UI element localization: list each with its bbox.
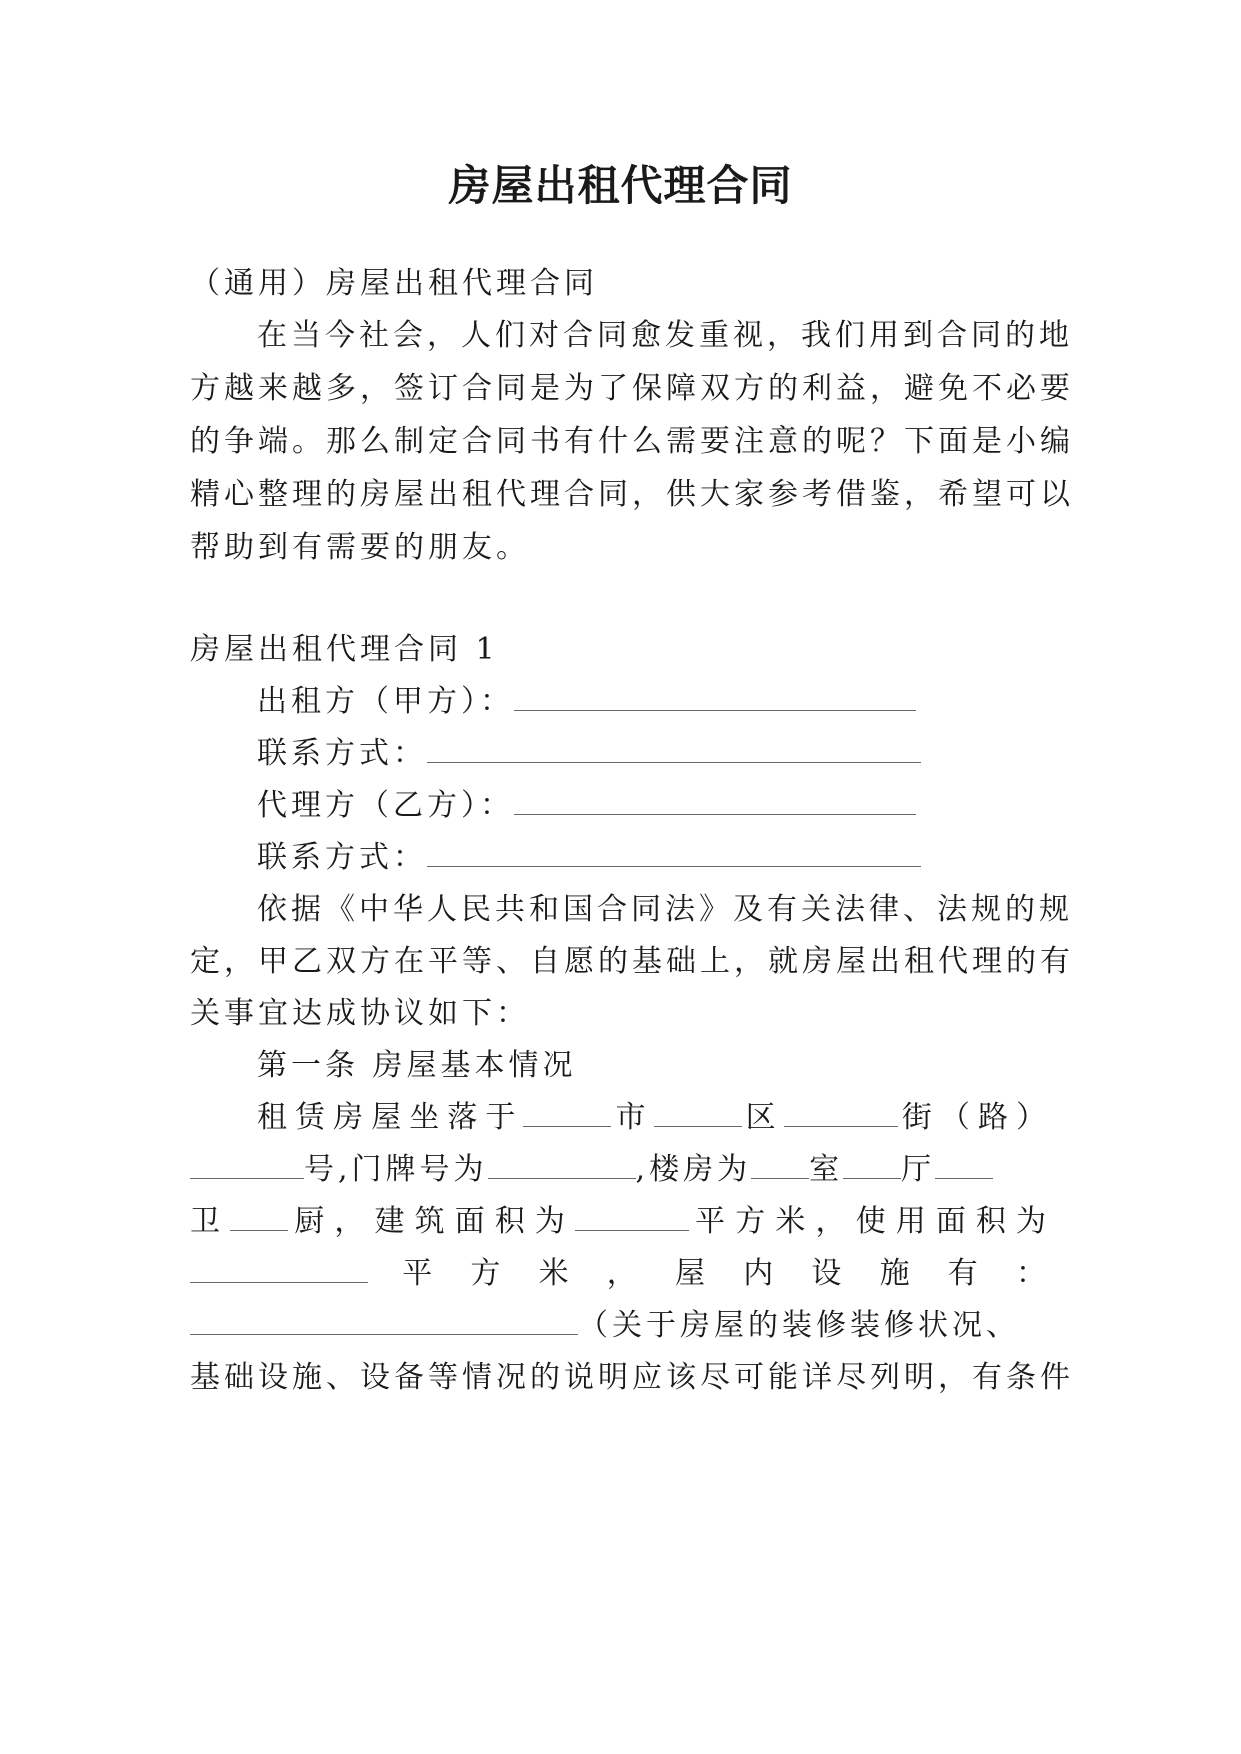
facilities-note-start: （关于房屋的装修装修状况、 bbox=[578, 1308, 1020, 1343]
section-heading: 房屋出租代理合同 1 bbox=[190, 632, 499, 667]
contact-b-blank[interactable] bbox=[427, 838, 921, 867]
facilities-label: 屋内设施有： bbox=[675, 1256, 1050, 1291]
intro-line: 的争端。那么制定合同书有什么需要注意的呢？下面是小编 bbox=[190, 424, 1074, 459]
hall-blank[interactable] bbox=[843, 1150, 901, 1179]
city-label: 市 bbox=[611, 1100, 654, 1135]
kitchen-label: 厨， bbox=[288, 1204, 375, 1239]
location-line-3 bbox=[190, 1202, 1050, 1242]
intro-line: 方越来越多，签订合同是为了保障双方的利益，避免不必要 bbox=[190, 371, 1074, 406]
location-line-4 bbox=[190, 1254, 1050, 1294]
city-blank[interactable] bbox=[523, 1098, 611, 1127]
location-line-1 bbox=[257, 1098, 1050, 1138]
number-blank[interactable] bbox=[190, 1150, 304, 1179]
kitchen-blank[interactable] bbox=[230, 1202, 288, 1231]
facilities-blank[interactable] bbox=[190, 1306, 578, 1335]
contact-a-label: 联系方式： bbox=[257, 736, 427, 771]
article-1-heading: 第一条 房屋基本情况 bbox=[257, 1048, 577, 1083]
intro-line: 精心整理的房屋出租代理合同，供大家参考借鉴，希望可以 bbox=[190, 477, 1074, 512]
door-number-blank[interactable] bbox=[488, 1150, 636, 1179]
party-a-label: 出租方（甲方）： bbox=[257, 684, 514, 719]
hall-label: 厅 bbox=[901, 1152, 936, 1187]
district-label: 区 bbox=[741, 1100, 784, 1135]
room-label: 室 bbox=[809, 1152, 844, 1187]
facilities-note-end: 基础设施、设备等情况的说明应该尽可能详尽列明，有条件 bbox=[190, 1360, 1074, 1395]
basis-line: 关事宜达成协议如下： bbox=[190, 996, 530, 1031]
district-blank[interactable] bbox=[654, 1098, 742, 1127]
location-line-5 bbox=[190, 1306, 1050, 1346]
number-label: 号,门牌号为 bbox=[304, 1152, 488, 1187]
location-line-2 bbox=[190, 1150, 1050, 1190]
intro-line: 帮助到有需要的朋友。 bbox=[190, 530, 530, 565]
party-a-blank[interactable] bbox=[514, 682, 916, 711]
street-blank[interactable] bbox=[784, 1098, 898, 1127]
sqm-label-1: 平方米， bbox=[689, 1204, 856, 1239]
party-b-row bbox=[257, 786, 1050, 826]
party-a-row bbox=[257, 682, 1050, 722]
sqm-label-2: 平方米， bbox=[368, 1256, 675, 1291]
intro-line: 在当今社会，人们对合同愈发重视，我们用到合同的地 bbox=[257, 318, 1073, 353]
location-prefix: 租赁房屋坐落于 bbox=[257, 1100, 524, 1135]
basis-line: 定，甲乙双方在平等、自愿的基础上，就房屋出租代理的有 bbox=[190, 944, 1074, 979]
contact-a-blank[interactable] bbox=[427, 734, 921, 763]
document-subtitle: （通用）房屋出租代理合同 bbox=[190, 266, 598, 301]
bath-blank[interactable] bbox=[935, 1150, 993, 1179]
street-label: 街（路） bbox=[897, 1100, 1051, 1135]
contact-b-label: 联系方式： bbox=[257, 840, 427, 875]
building-label: ,楼房为 bbox=[635, 1152, 752, 1187]
use-area-label: 使用面积为 bbox=[855, 1204, 1051, 1239]
contact-a-row bbox=[257, 734, 1050, 774]
party-b-blank[interactable] bbox=[514, 786, 916, 815]
built-area-blank[interactable] bbox=[575, 1202, 689, 1231]
document-title: 房屋出租代理合同 bbox=[448, 161, 793, 210]
use-area-blank[interactable] bbox=[190, 1254, 368, 1283]
contact-b-row bbox=[257, 838, 1050, 878]
bath-label: 卫 bbox=[190, 1204, 231, 1239]
room-blank[interactable] bbox=[751, 1150, 809, 1179]
basis-line: 依据《中华人民共和国合同法》及有关法律、法规的规 bbox=[257, 892, 1073, 927]
party-b-label: 代理方（乙方）： bbox=[257, 788, 514, 823]
built-area-label: 建筑面积为 bbox=[374, 1204, 576, 1239]
